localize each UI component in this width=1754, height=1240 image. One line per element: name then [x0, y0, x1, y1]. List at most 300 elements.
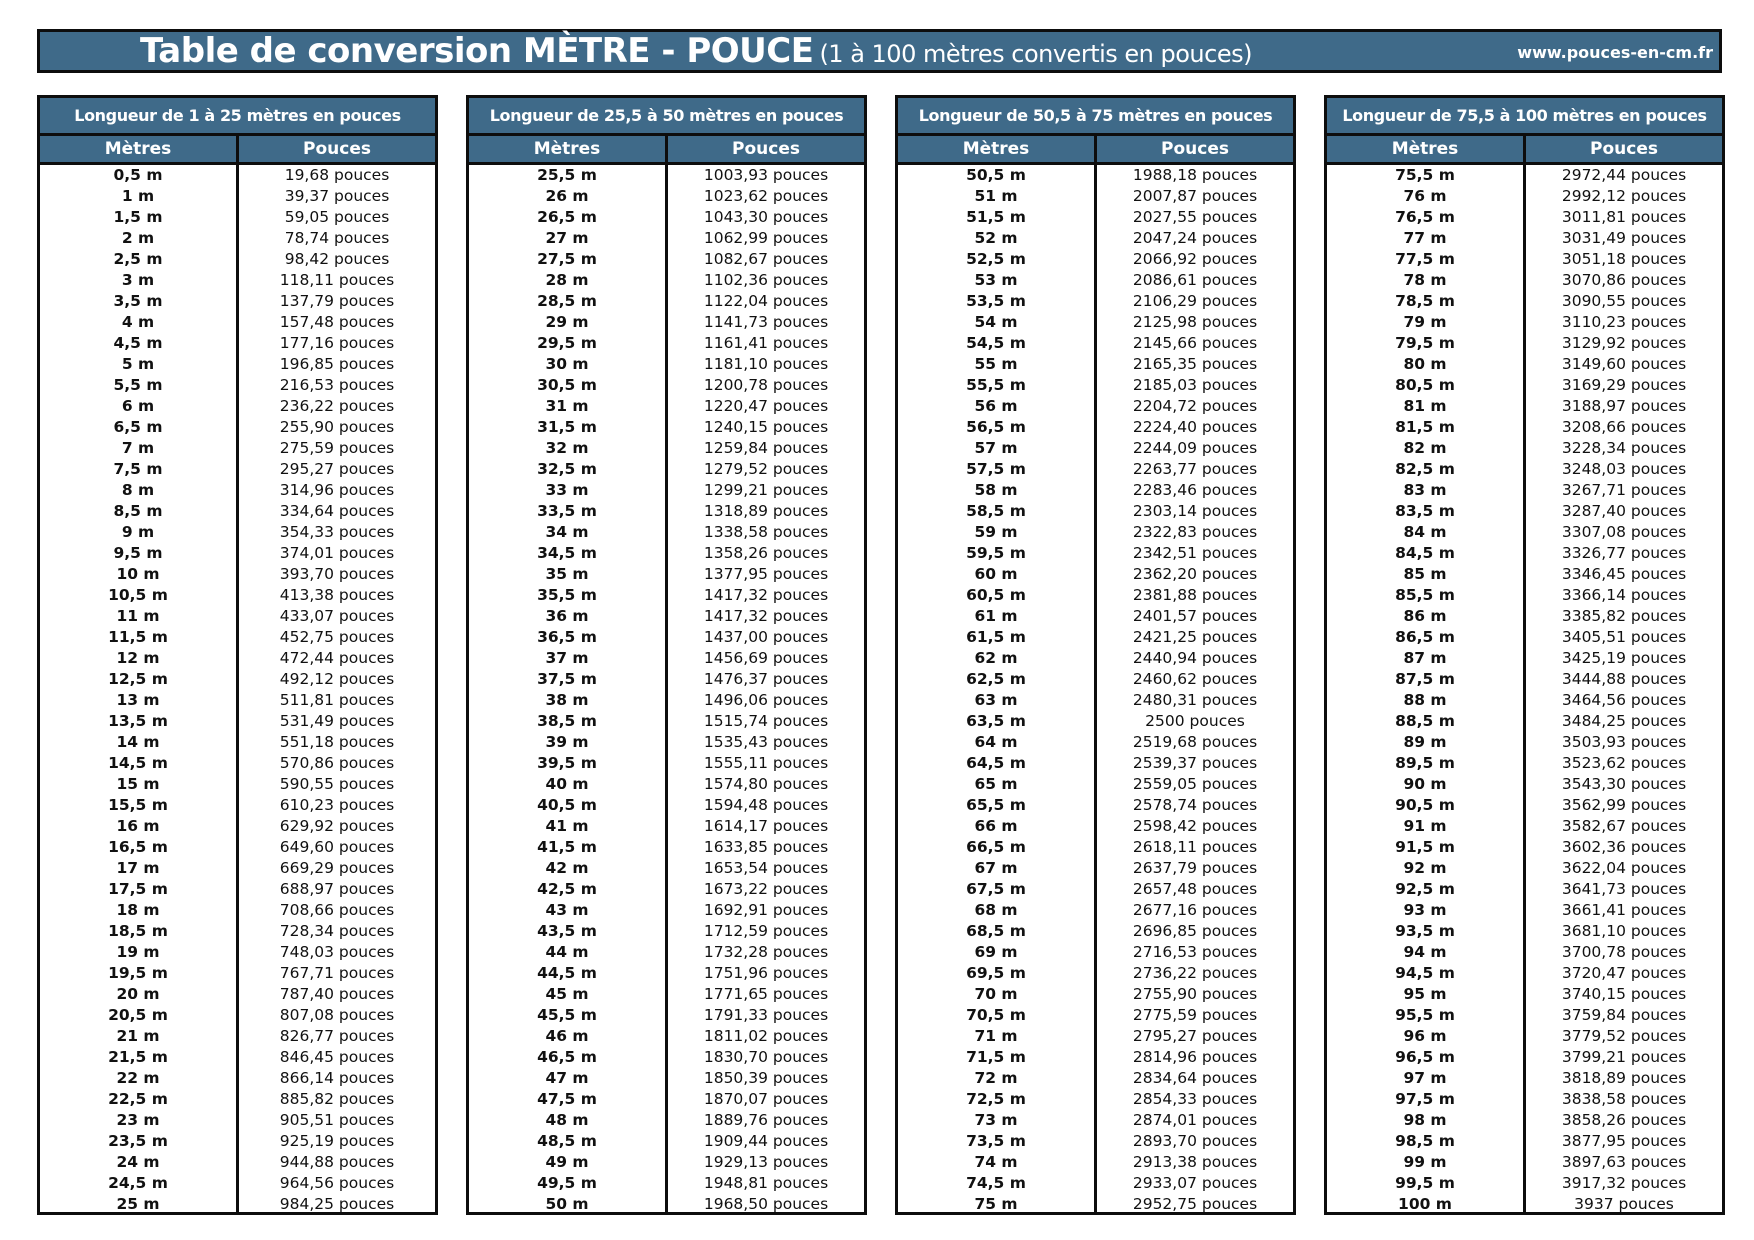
table-row	[898, 417, 1293, 438]
pouces-cell: 1102,36 pouces	[703, 271, 829, 289]
metres-cell: 62,5 m	[898, 669, 1097, 690]
metres-cell: 71 m	[898, 1026, 1097, 1047]
pouces-cell: 826,77 pouces	[279, 1027, 395, 1045]
pouces-cell: 3405,51 pouces	[1561, 628, 1687, 646]
metres-cell: 30 m	[469, 354, 668, 375]
pouces-cell: 2677,16 pouces	[1132, 901, 1258, 919]
table-row	[898, 963, 1293, 984]
pouces-cell: 1771,65 pouces	[703, 985, 829, 1003]
table-row	[40, 480, 435, 501]
pouces-cell: 748,03 pouces	[279, 943, 395, 961]
metres-cell: 92 m	[1327, 858, 1526, 879]
table-row	[40, 396, 435, 417]
pouces-cell: 2007,87 pouces	[1132, 187, 1258, 205]
pouces-cell: 3720,47 pouces	[1561, 964, 1687, 982]
pouces-cell: 59,05 pouces	[284, 208, 390, 226]
pouces-cell: 1633,85 pouces	[703, 838, 829, 856]
pouces-cell: 708,66 pouces	[279, 901, 395, 919]
metres-cell: 4,5 m	[40, 333, 239, 354]
pouces-cell: 2834,64 pouces	[1132, 1069, 1258, 1087]
pouces-cell: 1043,30 pouces	[703, 208, 829, 226]
metres-cell: 24 m	[40, 1152, 239, 1173]
site-url: www.pouces-en-cm.fr	[1517, 43, 1713, 62]
table-row	[1327, 480, 1722, 501]
pouces-cell: 511,81 pouces	[279, 691, 395, 709]
pouces-cell: 98,42 pouces	[284, 250, 390, 268]
pouces-cell: 2933,07 pouces	[1132, 1174, 1258, 1192]
metres-cell: 88,5 m	[1327, 711, 1526, 732]
table-row	[40, 270, 435, 291]
metres-cell: 51 m	[898, 186, 1097, 207]
pouces-cell: 1732,28 pouces	[703, 943, 829, 961]
table-row	[469, 732, 864, 753]
metres-cell: 46 m	[469, 1026, 668, 1047]
table-row	[1327, 627, 1722, 648]
pouces-cell: 3622,04 pouces	[1561, 859, 1687, 877]
table-row	[898, 186, 1293, 207]
table-row	[469, 480, 864, 501]
table-row	[40, 291, 435, 312]
column-header-pouces: Pouces	[303, 139, 371, 159]
metres-cell: 43,5 m	[469, 921, 668, 942]
pouces-cell: 236,22 pouces	[279, 397, 395, 415]
table-row	[1327, 795, 1722, 816]
metres-cell: 79 m	[1327, 312, 1526, 333]
table-row	[898, 1089, 1293, 1110]
table-row	[898, 375, 1293, 396]
table-row	[898, 459, 1293, 480]
metres-cell: 58,5 m	[898, 501, 1097, 522]
table-row	[40, 543, 435, 564]
table-row	[469, 1047, 864, 1068]
table-row	[898, 1194, 1293, 1215]
metres-cell: 61,5 m	[898, 627, 1097, 648]
metres-cell: 88 m	[1327, 690, 1526, 711]
table-row	[469, 1110, 864, 1131]
metres-cell: 47,5 m	[469, 1089, 668, 1110]
pouces-cell: 1003,93 pouces	[703, 166, 829, 184]
pouces-cell: 2066,92 pouces	[1132, 250, 1258, 268]
metres-cell: 48,5 m	[469, 1131, 668, 1152]
metres-cell: 24,5 m	[40, 1173, 239, 1194]
pouces-cell: 275,59 pouces	[279, 439, 395, 457]
pouces-cell: 1673,22 pouces	[703, 880, 829, 898]
table-row	[469, 669, 864, 690]
metres-cell: 45,5 m	[469, 1005, 668, 1026]
pouces-cell: 2460,62 pouces	[1132, 670, 1258, 688]
metres-cell: 20,5 m	[40, 1005, 239, 1026]
metres-cell: 39 m	[469, 732, 668, 753]
table-row	[898, 1110, 1293, 1131]
pouces-cell: 3110,23 pouces	[1561, 313, 1687, 331]
table-row	[1327, 942, 1722, 963]
table-row	[898, 1005, 1293, 1026]
pouces-cell: 1535,43 pouces	[703, 733, 829, 751]
pouces-cell: 2716,53 pouces	[1132, 943, 1258, 961]
metres-cell: 31,5 m	[469, 417, 668, 438]
conversion-table-4	[1324, 95, 1725, 1215]
table-row	[898, 354, 1293, 375]
metres-cell: 86 m	[1327, 606, 1526, 627]
metres-cell: 73,5 m	[898, 1131, 1097, 1152]
table-row	[469, 1068, 864, 1089]
metres-cell: 25,5 m	[469, 165, 668, 186]
pouces-cell: 3937 pouces	[1574, 1195, 1674, 1213]
metres-cell: 93,5 m	[1327, 921, 1526, 942]
table-row	[898, 816, 1293, 837]
column-header-metres: Mètres	[1327, 136, 1526, 162]
pouces-cell: 3031,49 pouces	[1561, 229, 1687, 247]
table-row	[40, 963, 435, 984]
table-row	[469, 522, 864, 543]
table-row	[898, 291, 1293, 312]
metres-cell: 77,5 m	[1327, 249, 1526, 270]
table-row	[898, 942, 1293, 963]
table-row	[469, 1173, 864, 1194]
metres-cell: 39,5 m	[469, 753, 668, 774]
table-row	[1327, 249, 1722, 270]
metres-cell: 90 m	[1327, 774, 1526, 795]
column-header-row	[1327, 136, 1722, 165]
table-row	[40, 690, 435, 711]
table-row	[469, 165, 864, 186]
metres-cell: 67 m	[898, 858, 1097, 879]
table-row	[1327, 921, 1722, 942]
metres-cell: 37 m	[469, 648, 668, 669]
table-row	[40, 606, 435, 627]
pouces-cell: 2106,29 pouces	[1132, 292, 1258, 310]
table-row	[40, 753, 435, 774]
table-row	[1327, 1047, 1722, 1068]
pouces-cell: 2381,88 pouces	[1132, 586, 1258, 604]
pouces-cell: 2342,51 pouces	[1132, 544, 1258, 562]
metres-cell: 48 m	[469, 1110, 668, 1131]
metres-cell: 96,5 m	[1327, 1047, 1526, 1068]
metres-cell: 12 m	[40, 648, 239, 669]
table-row	[40, 564, 435, 585]
metres-cell: 95 m	[1327, 984, 1526, 1005]
metres-cell: 55 m	[898, 354, 1097, 375]
table-row	[469, 417, 864, 438]
table-row	[1327, 1194, 1722, 1215]
pouces-cell: 688,97 pouces	[279, 880, 395, 898]
pouces-cell: 3425,19 pouces	[1561, 649, 1687, 667]
pouces-cell: 39,37 pouces	[284, 187, 390, 205]
table-row	[40, 1047, 435, 1068]
metres-cell: 40 m	[469, 774, 668, 795]
table-row	[898, 795, 1293, 816]
table-row	[469, 186, 864, 207]
table-row	[1327, 522, 1722, 543]
pouces-cell: 1240,15 pouces	[703, 418, 829, 436]
metres-cell: 99 m	[1327, 1152, 1526, 1173]
table-row	[1327, 1089, 1722, 1110]
table-row	[898, 1068, 1293, 1089]
table-row	[40, 774, 435, 795]
metres-cell: 8 m	[40, 480, 239, 501]
table-row	[469, 585, 864, 606]
pouces-cell: 2893,70 pouces	[1132, 1132, 1258, 1150]
pouces-cell: 2874,01 pouces	[1132, 1111, 1258, 1129]
table-row	[40, 984, 435, 1005]
table-row	[40, 711, 435, 732]
pouces-cell: 1692,91 pouces	[703, 901, 829, 919]
pouces-cell: 3897,63 pouces	[1561, 1153, 1687, 1171]
pouces-cell: 2480,31 pouces	[1132, 691, 1258, 709]
table-row	[469, 459, 864, 480]
table-row	[1327, 585, 1722, 606]
pouces-cell: 2362,20 pouces	[1132, 565, 1258, 583]
metres-cell: 60 m	[898, 564, 1097, 585]
metres-cell: 15,5 m	[40, 795, 239, 816]
metres-cell: 19,5 m	[40, 963, 239, 984]
pouces-cell: 1653,54 pouces	[703, 859, 829, 877]
table-row	[40, 900, 435, 921]
metres-cell: 22,5 m	[40, 1089, 239, 1110]
table-row	[1327, 543, 1722, 564]
metres-cell: 30,5 m	[469, 375, 668, 396]
metres-cell: 29 m	[469, 312, 668, 333]
pouces-cell: 2578,74 pouces	[1132, 796, 1258, 814]
column-header-row	[898, 136, 1293, 165]
pouces-cell: 1023,62 pouces	[703, 187, 829, 205]
metres-cell: 82 m	[1327, 438, 1526, 459]
metres-cell: 21,5 m	[40, 1047, 239, 1068]
metres-cell: 41,5 m	[469, 837, 668, 858]
metres-cell: 35 m	[469, 564, 668, 585]
table-row	[40, 333, 435, 354]
table-row	[898, 522, 1293, 543]
metres-cell: 97 m	[1327, 1068, 1526, 1089]
pouces-cell: 1082,67 pouces	[703, 250, 829, 268]
metres-cell: 28,5 m	[469, 291, 668, 312]
table-row	[469, 207, 864, 228]
pouces-cell: 3366,14 pouces	[1561, 586, 1687, 604]
metres-cell: 4 m	[40, 312, 239, 333]
pouces-cell: 334,64 pouces	[279, 502, 395, 520]
table-row	[469, 1089, 864, 1110]
metres-cell: 22 m	[40, 1068, 239, 1089]
table-row	[40, 816, 435, 837]
metres-cell: 56 m	[898, 396, 1097, 417]
metres-cell: 17 m	[40, 858, 239, 879]
pouces-cell: 433,07 pouces	[279, 607, 395, 625]
pouces-cell: 3444,88 pouces	[1561, 670, 1687, 688]
pouces-cell: 2539,37 pouces	[1132, 754, 1258, 772]
table-row	[40, 585, 435, 606]
table-row	[40, 627, 435, 648]
table-row	[1327, 396, 1722, 417]
table-row	[469, 564, 864, 585]
pouces-cell: 2283,46 pouces	[1132, 481, 1258, 499]
metres-cell: 42,5 m	[469, 879, 668, 900]
metres-cell: 54 m	[898, 312, 1097, 333]
pouces-cell: 1338,58 pouces	[703, 523, 829, 541]
table-row	[469, 711, 864, 732]
table-heading: Longueur de 25,5 à 50 mètres en pouces	[469, 98, 864, 136]
table-row	[898, 165, 1293, 186]
metres-cell: 26 m	[469, 186, 668, 207]
pouces-cell: 3681,10 pouces	[1561, 922, 1687, 940]
metres-cell: 3,5 m	[40, 291, 239, 312]
pouces-cell: 2322,83 pouces	[1132, 523, 1258, 541]
metres-cell: 74,5 m	[898, 1173, 1097, 1194]
table-row	[1327, 312, 1722, 333]
table-row	[40, 1005, 435, 1026]
pouces-cell: 551,18 pouces	[279, 733, 395, 751]
table-row	[469, 942, 864, 963]
table-row	[469, 333, 864, 354]
metres-cell: 23 m	[40, 1110, 239, 1131]
table-row	[1327, 1026, 1722, 1047]
metres-cell: 80 m	[1327, 354, 1526, 375]
table-row	[469, 228, 864, 249]
pouces-cell: 3779,52 pouces	[1561, 1027, 1687, 1045]
metres-cell: 83,5 m	[1327, 501, 1526, 522]
metres-cell: 98 m	[1327, 1110, 1526, 1131]
table-row	[40, 837, 435, 858]
metres-cell: 14,5 m	[40, 753, 239, 774]
table-row	[898, 270, 1293, 291]
metres-cell: 11 m	[40, 606, 239, 627]
pouces-cell: 944,88 pouces	[279, 1153, 395, 1171]
pouces-cell: 413,38 pouces	[279, 586, 395, 604]
metres-cell: 61 m	[898, 606, 1097, 627]
table-row	[898, 669, 1293, 690]
metres-cell: 53 m	[898, 270, 1097, 291]
pouces-cell: 866,14 pouces	[279, 1069, 395, 1087]
table-row	[898, 543, 1293, 564]
table-row	[1327, 207, 1722, 228]
metres-cell: 82,5 m	[1327, 459, 1526, 480]
metres-cell: 72,5 m	[898, 1089, 1097, 1110]
title-main: Table de conversion MÈTRE - POUCE	[140, 31, 814, 71]
table-row	[898, 1047, 1293, 1068]
metres-cell: 68,5 m	[898, 921, 1097, 942]
metres-cell: 68 m	[898, 900, 1097, 921]
pouces-cell: 1555,11 pouces	[703, 754, 829, 772]
metres-cell: 23,5 m	[40, 1131, 239, 1152]
table-row	[40, 228, 435, 249]
table-row	[1327, 690, 1722, 711]
pouces-cell: 118,11 pouces	[279, 271, 395, 289]
pouces-cell: 2775,59 pouces	[1132, 1006, 1258, 1024]
pouces-cell: 1161,41 pouces	[703, 334, 829, 352]
table-row	[40, 186, 435, 207]
pouces-cell: 3149,60 pouces	[1561, 355, 1687, 373]
metres-cell: 53,5 m	[898, 291, 1097, 312]
pouces-cell: 3562,99 pouces	[1561, 796, 1687, 814]
table-row	[1327, 858, 1722, 879]
table-row	[1327, 879, 1722, 900]
table-row	[469, 501, 864, 522]
pouces-cell: 354,33 pouces	[279, 523, 395, 541]
table-row	[1327, 228, 1722, 249]
pouces-cell: 767,71 pouces	[279, 964, 395, 982]
pouces-cell: 2303,14 pouces	[1132, 502, 1258, 520]
pouces-cell: 2027,55 pouces	[1132, 208, 1258, 226]
pouces-cell: 3759,84 pouces	[1561, 1006, 1687, 1024]
pouces-cell: 3129,92 pouces	[1561, 334, 1687, 352]
table-row	[40, 879, 435, 900]
table-row	[469, 249, 864, 270]
metres-cell: 12,5 m	[40, 669, 239, 690]
column-header-row	[40, 136, 435, 165]
pouces-cell: 2755,90 pouces	[1132, 985, 1258, 1003]
table-row	[1327, 354, 1722, 375]
pouces-cell: 2913,38 pouces	[1132, 1153, 1258, 1171]
metres-cell: 7,5 m	[40, 459, 239, 480]
metres-cell: 73 m	[898, 1110, 1097, 1131]
table-row	[40, 501, 435, 522]
metres-cell: 38 m	[469, 690, 668, 711]
table-row	[898, 249, 1293, 270]
metres-cell: 21 m	[40, 1026, 239, 1047]
table-row	[40, 648, 435, 669]
metres-cell: 66 m	[898, 816, 1097, 837]
pouces-cell: 255,90 pouces	[279, 418, 395, 436]
pouces-cell: 2519,68 pouces	[1132, 733, 1258, 751]
metres-cell: 78,5 m	[1327, 291, 1526, 312]
metres-cell: 93 m	[1327, 900, 1526, 921]
metres-cell: 85,5 m	[1327, 585, 1526, 606]
pouces-cell: 3799,21 pouces	[1561, 1048, 1687, 1066]
metres-cell: 5 m	[40, 354, 239, 375]
pouces-cell: 1141,73 pouces	[703, 313, 829, 331]
table-row	[898, 879, 1293, 900]
pouces-cell: 3543,30 pouces	[1561, 775, 1687, 793]
metres-cell: 11,5 m	[40, 627, 239, 648]
table-rows	[469, 165, 864, 1215]
table-row	[1327, 648, 1722, 669]
pouces-cell: 1968,50 pouces	[703, 1195, 829, 1213]
table-row	[898, 1173, 1293, 1194]
metres-cell: 1 m	[40, 186, 239, 207]
pouces-cell: 1850,39 pouces	[703, 1069, 829, 1087]
pouces-cell: 1870,07 pouces	[703, 1090, 829, 1108]
metres-cell: 52 m	[898, 228, 1097, 249]
metres-cell: 84 m	[1327, 522, 1526, 543]
pouces-cell: 787,40 pouces	[279, 985, 395, 1003]
metres-cell: 100 m	[1327, 1194, 1526, 1215]
metres-cell: 95,5 m	[1327, 1005, 1526, 1026]
table-row	[469, 795, 864, 816]
pouces-cell: 2814,96 pouces	[1132, 1048, 1258, 1066]
table-row	[469, 774, 864, 795]
table-row	[40, 354, 435, 375]
metres-cell: 74 m	[898, 1152, 1097, 1173]
metres-cell: 40,5 m	[469, 795, 668, 816]
table-row	[40, 522, 435, 543]
pouces-cell: 3051,18 pouces	[1561, 250, 1687, 268]
pouces-cell: 531,49 pouces	[279, 712, 395, 730]
metres-cell: 62 m	[898, 648, 1097, 669]
metres-cell: 19 m	[40, 942, 239, 963]
metres-cell: 6,5 m	[40, 417, 239, 438]
pouces-cell: 2500 pouces	[1145, 712, 1245, 730]
table-row	[469, 753, 864, 774]
pouces-cell: 3267,71 pouces	[1561, 481, 1687, 499]
pouces-cell: 492,12 pouces	[279, 670, 395, 688]
pouces-cell: 1279,52 pouces	[703, 460, 829, 478]
metres-cell: 59,5 m	[898, 543, 1097, 564]
column-header-pouces: Pouces	[732, 139, 800, 159]
pouces-cell: 1574,80 pouces	[703, 775, 829, 793]
pouces-cell: 1417,32 pouces	[703, 607, 829, 625]
page-title	[140, 32, 1252, 70]
pouces-cell: 2125,98 pouces	[1132, 313, 1258, 331]
metres-cell: 9,5 m	[40, 543, 239, 564]
